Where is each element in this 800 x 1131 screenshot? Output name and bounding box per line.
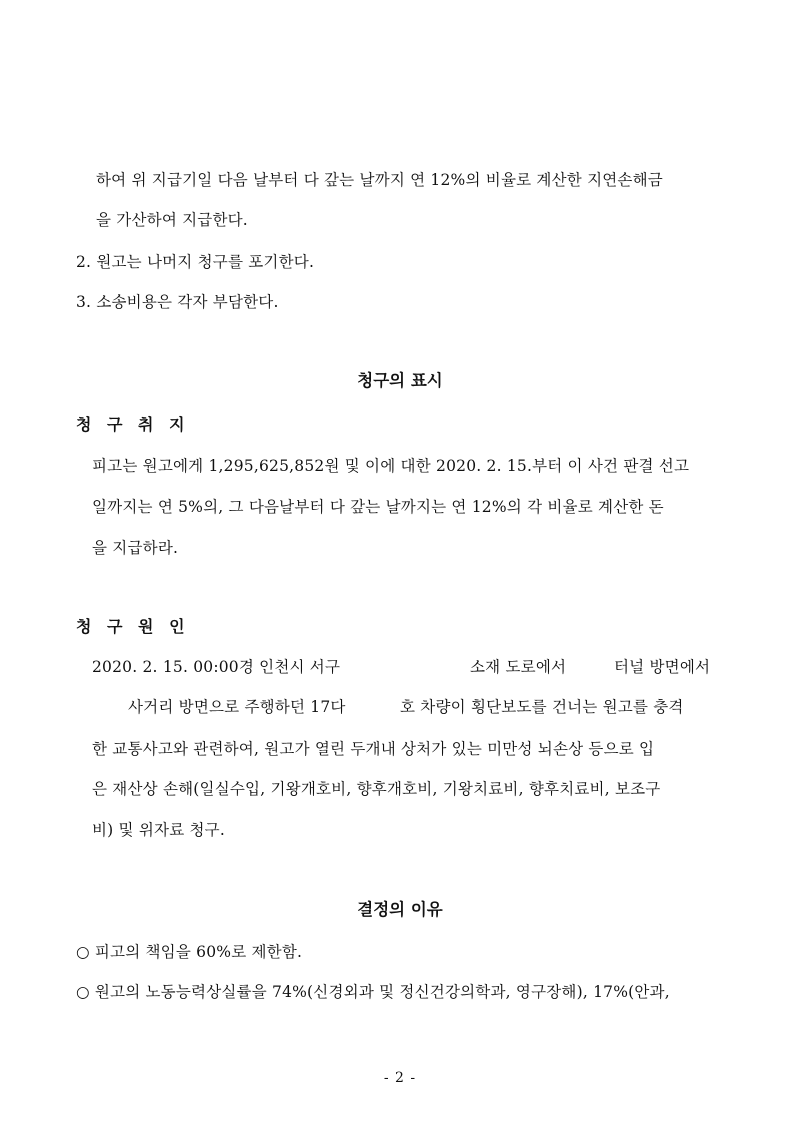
decision-item-3: 3. 소송비용은 각자 부담한다. bbox=[76, 293, 279, 311]
section-title-claim-display: 청구의 표시 bbox=[357, 371, 443, 390]
reason-item-1: ○ 피고의 책임을 60%로 제한함. bbox=[76, 943, 303, 961]
decision-continuation-line-1: 하여 위 지급기일 다음 날부터 다 갚는 날까지 연 12%의 비율로 계산한 지연손해금 bbox=[96, 171, 663, 189]
claim-cause-line-1-part-3: 터널 방면에서 bbox=[614, 658, 711, 676]
claim-cause-line-3: 한 교통사고와 관련하여, 원고가 열린 두개내 상처가 있는 미만성 뇌손상 등으로 입 bbox=[92, 740, 655, 758]
page-number: - 2 - bbox=[383, 1070, 417, 1086]
claim-cause-heading: 청 구 원 인 bbox=[76, 617, 190, 636]
claim-cause-line-5: 비) 및 위자료 청구. bbox=[92, 821, 225, 839]
claim-cause-line-1-part-2: 소재 도로에서 bbox=[470, 658, 567, 676]
decision-item-2: 2. 원고는 나머지 청구를 포기한다. bbox=[76, 253, 315, 271]
claim-cause-line-2-part-1: 사거리 방면으로 주행하던 17다 bbox=[128, 698, 346, 716]
claim-purpose-heading: 청 구 취 지 bbox=[76, 415, 190, 434]
section-title-reasons: 결정의 이유 bbox=[357, 900, 443, 919]
reason-item-2: ○ 원고의 노동능력상실률을 74%(신경외과 및 정신건강의학과, 영구장해), 17%(안과, bbox=[76, 983, 670, 1001]
decision-continuation-line-2: 을 가산하여 지급한다. bbox=[96, 211, 248, 229]
claim-cause-line-1-part-1: 2020. 2. 15. 00:00경 인천시 서구 bbox=[92, 658, 341, 676]
claim-cause-line-4: 은 재산상 손해(일실수입, 기왕개호비, 향후개호비, 기왕치료비, 향후치료비, 보조구 bbox=[92, 780, 661, 798]
claim-purpose-line-2: 일까지는 연 5%의, 그 다음날부터 다 갚는 날까지는 연 12%의 각 비율로 계산한 돈 bbox=[92, 498, 664, 516]
claim-purpose-line-1: 피고는 원고에게 1,295,625,852원 및 이에 대한 2020. 2. 15.부터 이 사건 판결 선고 bbox=[92, 457, 690, 475]
claim-cause-line-2-part-2: 호 차량이 횡단보도를 건너는 원고를 충격 bbox=[400, 698, 684, 716]
claim-purpose-line-3: 을 지급하라. bbox=[92, 539, 179, 557]
